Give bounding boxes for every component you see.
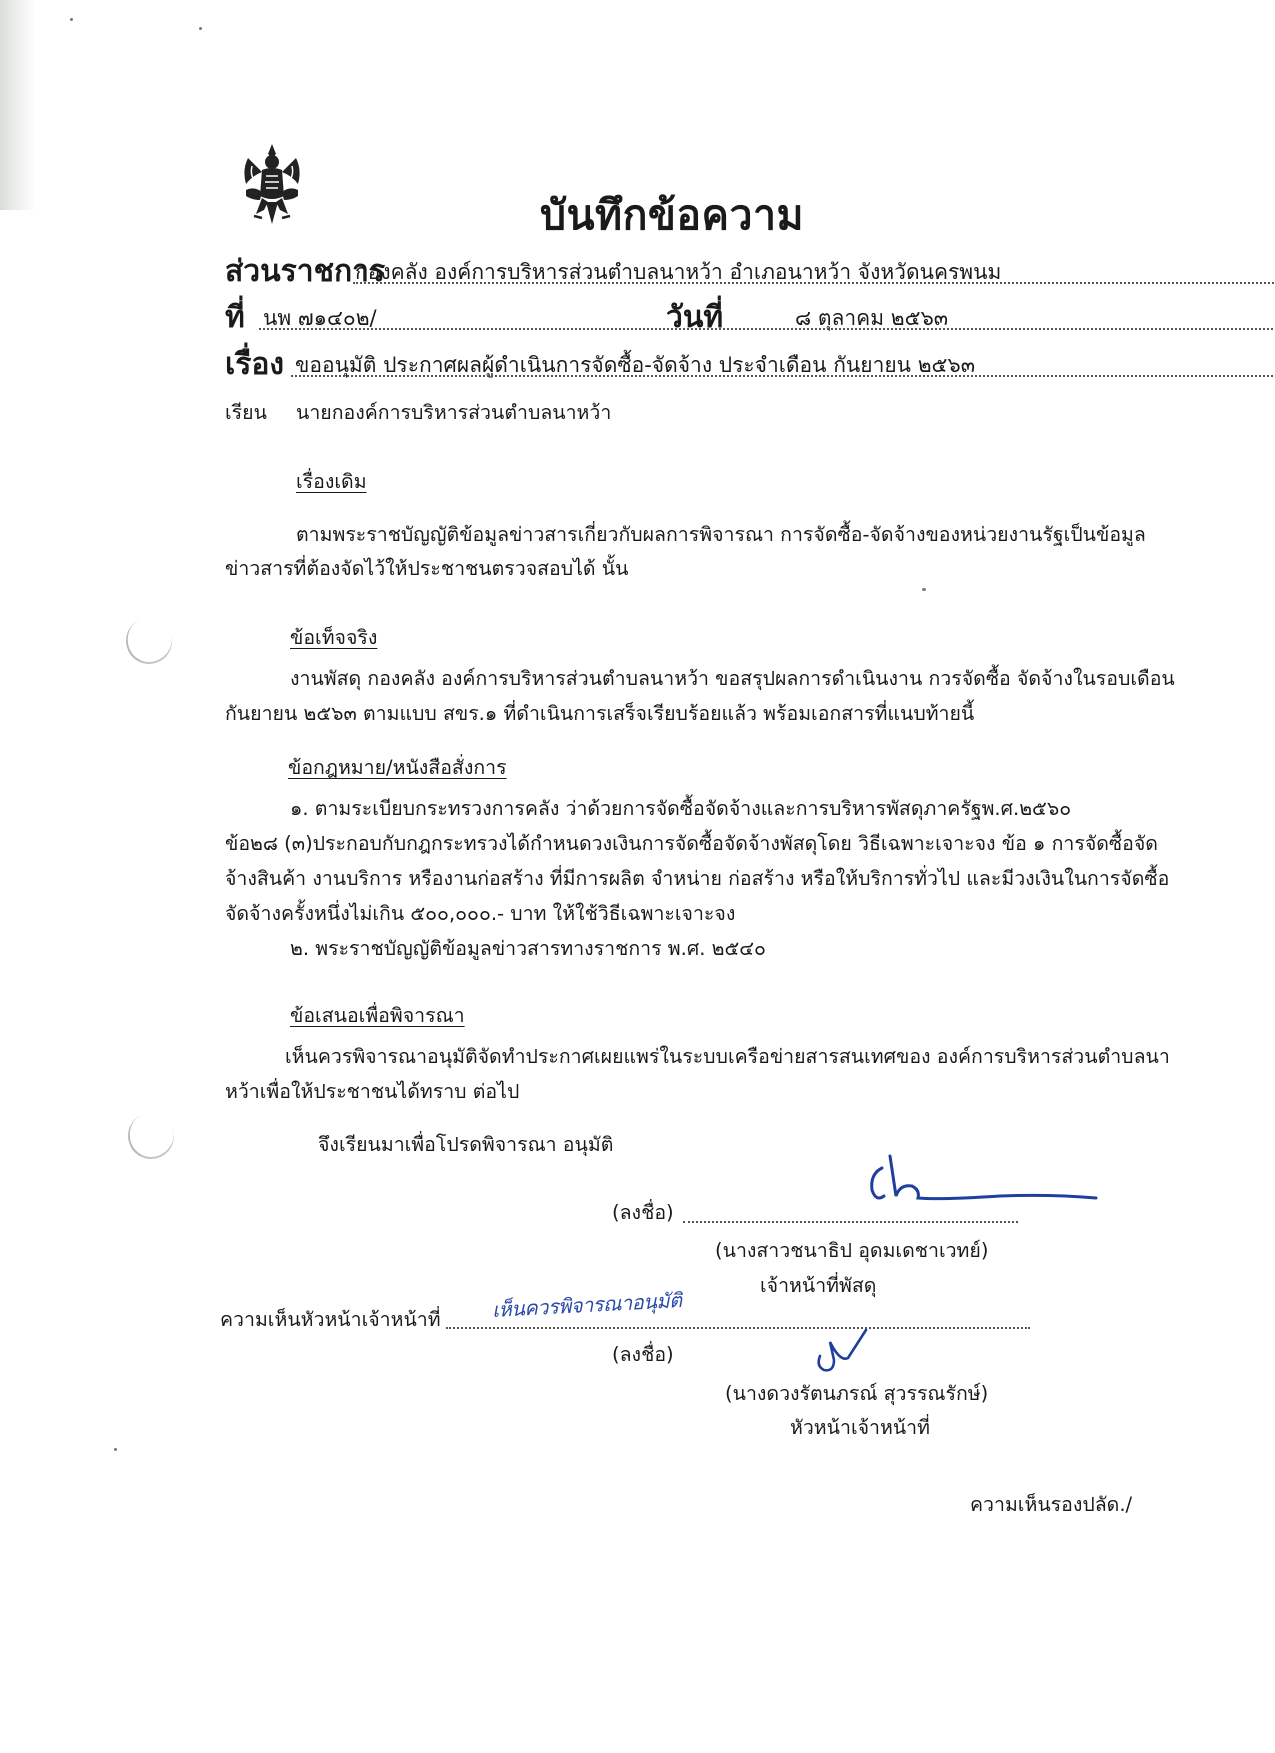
- paragraph-line: ตามพระราชบัญญัติข้อมูลข่าวสารเกี่ยวกับผลการพิจารณา การจัดซื้อ-จัดจ้างของหน่วยงานรัฐเป็นข้อมูล: [296, 523, 1146, 546]
- dotted-line: [353, 282, 1275, 284]
- scan-speck: [199, 27, 202, 30]
- memo-title: บันทึกข้อความ: [540, 191, 805, 239]
- addressee-label: เรียน: [225, 401, 267, 424]
- scan-shadow: [0, 0, 36, 210]
- background-heading: เรื่องเดิม: [296, 470, 367, 493]
- paragraph-line: จ้างสินค้า งานบริการ หรืองานก่อสร้าง ที่มีการผลิต จำหน่าย ก่อสร้าง หรือให้บริการทั่วไป และมีวงเงินในการจัดซื้อ: [225, 867, 1170, 890]
- signature-2-icon: [812, 1322, 872, 1378]
- closing-line: จึงเรียนมาเพื่อโปรดพิจารณา อนุมัติ: [318, 1133, 614, 1156]
- opinion-line: [446, 1327, 1030, 1329]
- paragraph-line: ๑. ตามระเบียบกระทรวงการคลัง ว่าด้วยการจัดซื้อจัดจ้างและการบริหารพัสดุภาครัฐพ.ศ.๒๕๖๐: [290, 797, 1072, 820]
- signer-2-position: หัวหน้าเจ้าหน้าที่: [790, 1416, 930, 1439]
- signer-1-position: เจ้าหน้าที่พัสดุ: [760, 1274, 877, 1297]
- proposal-heading: ข้อเสนอเพื่อพิจารณา: [290, 1004, 465, 1027]
- dotted-line: [763, 328, 1275, 330]
- sign-label: (ลงชื่อ): [612, 1201, 674, 1224]
- sign-label: (ลงชื่อ): [612, 1343, 674, 1366]
- signature-line: [683, 1221, 1018, 1223]
- footer-note: ความเห็นรองปลัด./: [970, 1493, 1133, 1516]
- date-value: ๘ ตุลาคม ๒๕๖๓: [795, 306, 949, 330]
- head-opinion-label: ความเห็นหัวหน้าเจ้าหน้าที่: [220, 1308, 441, 1331]
- law-heading: ข้อกฎหมาย/หนังสือสั่งการ: [288, 756, 507, 779]
- paragraph-line: หว้าเพื่อให้ประชาชนได้ทราบ ต่อไป: [225, 1080, 520, 1103]
- paragraph-line: เห็นควรพิจารณาอนุมัติจัดทำประกาศเผยแพร่ในระบบเครือข่ายสารสนเทศของ องค์การบริหารส่วนตำบลนา: [285, 1045, 1170, 1068]
- reference-label: ที่: [225, 300, 245, 335]
- signer-2-name: (นางดวงรัตนภรณ์ สุวรรณรักษ์): [725, 1382, 989, 1405]
- scan-speck: [922, 588, 926, 591]
- paragraph-line: จัดจ้างครั้งหนึ่งไม่เกิน ๕๐๐,๐๐๐.- บาท ให้ใช้วิธีเฉพาะเจาะจง: [225, 902, 736, 925]
- reference-value: นพ ๗๑๔๐๒/: [263, 306, 377, 330]
- paragraph-line: งานพัสดุ กองคลัง องค์การบริหารส่วนตำบลนาหว้า ขอสรุปผลการดำเนินงาน กวรจัดซื้อ จัดจ้างในรอบเดือน: [290, 667, 1175, 690]
- paragraph-line: ๒. พระราชบัญญัติข้อมูลข่าวสารทางราชการ พ.ศ. ๒๕๔๐: [290, 937, 766, 960]
- handwritten-opinion: เห็นควรพิจารณาอนุมัติ: [491, 1288, 683, 1322]
- department-value: กองคลัง องค์การบริหารส่วนตำบลนาหว้า อำเภอนาหว้า จังหวัดนครพนม: [355, 260, 1002, 284]
- punch-hole-mark: [122, 1107, 181, 1166]
- paragraph-line: ข่าวสารที่ต้องจัดไว้ให้ประชาชนตรวจสอบได้ นั้น: [225, 557, 629, 580]
- garuda-emblem-icon: [238, 140, 306, 228]
- facts-heading: ข้อเท็จจริง: [290, 626, 378, 649]
- signature-1-icon: [860, 1144, 1100, 1212]
- subject-value: ขออนุมัติ ประกาศผลผู้ดำเนินการจัดซื้อ-จัดจ้าง ประจำเดือน กันยายน ๒๕๖๓: [295, 353, 976, 377]
- signer-1-name: (นางสาวชนาธิป อุดมเดชาเวทย์): [715, 1239, 989, 1262]
- subject-label: เรื่อง: [225, 347, 285, 382]
- paragraph-line: ข้อ๒๘ (๓)ประกอบกับกฎกระทรวงได้กำหนดวงเงินการจัดซื้อจัดจ้างพัสดุโดย วิธีเฉพาะเจาะจง ข้อ ๑ การจัดซื้อจัด: [225, 832, 1158, 855]
- punch-hole-mark: [120, 612, 179, 671]
- paragraph-line: กันยายน ๒๕๖๓ ตามแบบ สขร.๑ ที่ดำเนินการเสร็จเรียบร้อยแล้ว พร้อมเอกสารที่แนบท้ายนี้: [225, 702, 975, 725]
- dotted-line: [291, 375, 1275, 377]
- department-label: ส่วนราชการ: [225, 254, 386, 289]
- scan-speck: [114, 1448, 117, 1451]
- addressee-value: นายกองค์การบริหารส่วนตำบลนาหว้า: [296, 401, 612, 424]
- scan-speck: [70, 18, 73, 21]
- date-label: วันที่: [666, 300, 724, 335]
